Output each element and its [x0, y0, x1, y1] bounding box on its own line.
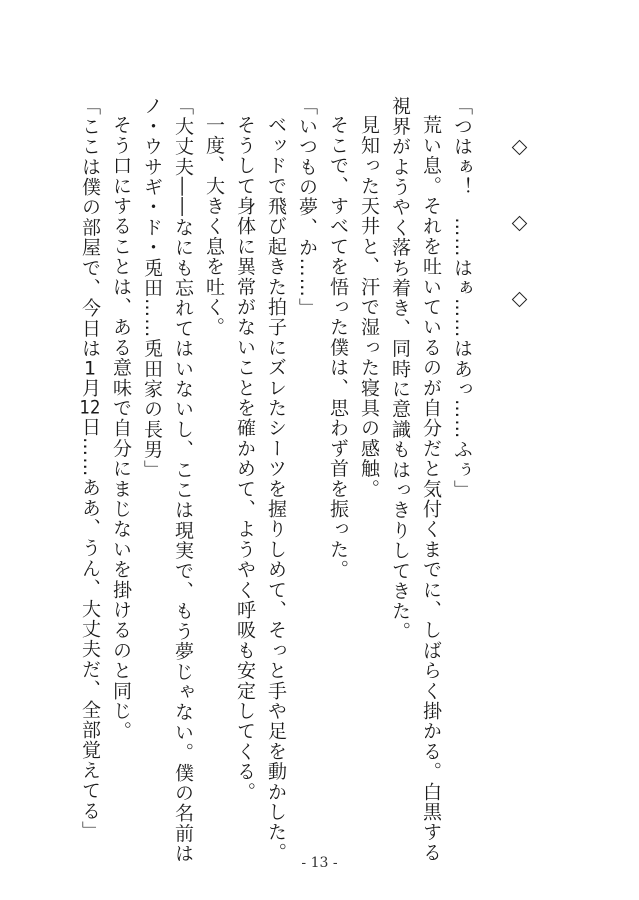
text-line: そう口にすることは、ある意味で自分にまじないを掛けるのと同じ。: [110, 115, 132, 742]
scene-break-ornaments: [510, 134, 534, 324]
text-line: [74, 96, 105, 842]
diamond-icon: [512, 140, 528, 156]
diamond-icon: [512, 292, 528, 308]
text-line: 「つはぁ！ ……はぁ……はあっ……ふぅ」: [451, 96, 473, 500]
diamond-icon: [512, 216, 528, 232]
text-line-part: 「ここは僕の部屋で、今日は: [79, 96, 101, 359]
text-line: ベッドで飛び起きた拍子にズレたシーツを握りしめて、そっと手や足を動かした。: [265, 115, 287, 863]
text-line: 「大丈夫――なにも忘れてはいないし、ここは現実で、もう夢じゃない。僕の名前は: [172, 96, 194, 864]
page-number: - 13 -: [301, 855, 338, 871]
text-line-number: 12: [79, 397, 101, 417]
text-line-number: 1: [83, 358, 97, 378]
text-line-part: 月: [79, 377, 101, 398]
text-line: そこで、すべてを悟った僕は、思わず首を振った。: [327, 115, 349, 580]
text-line: 見知った天井と、汗で湿った寝具の感触。: [358, 115, 380, 499]
text-line-part: 日……ああ、うん、大丈夫だ、全部覚えてる」: [79, 416, 101, 842]
text-line: 「いつもの夢、か……」: [296, 96, 318, 319]
text-line: 視界がようやく落ち着き、同時に意識もはっきりしてきた。: [389, 96, 411, 642]
text-line: そうして身体に異常がないことを確かめて、ようやく呼吸も安定してくる。: [234, 115, 256, 802]
text-line: 荒い息。それを吐いているのが自分だと気付くまでに、しばらく掛かる。白黒する: [420, 115, 442, 863]
text-line: ノ・ウサギ・ド・兎田……兎田家の長男」: [141, 96, 163, 480]
text-line: 一度、大きく息を吐く。: [203, 115, 225, 338]
